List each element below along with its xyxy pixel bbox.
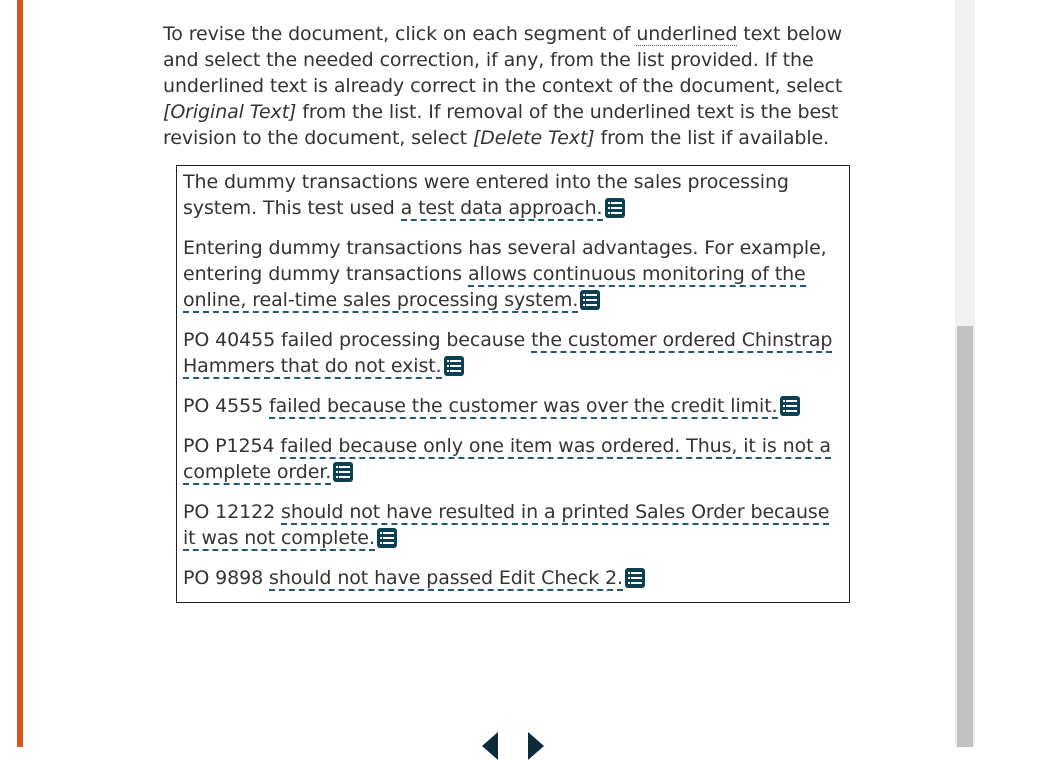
paragraph-text: PO P1254 (183, 435, 281, 457)
document-paragraph-1 (183, 169, 843, 221)
underlined-segment-3[interactable]: the customer ordered Chinstrap Hammers that do not exist. (183, 329, 833, 377)
document-paragraph-7 (183, 565, 843, 591)
instructions-part4: from the list if available. (594, 127, 830, 149)
document-paragraph-6 (183, 499, 843, 551)
previous-arrow-icon[interactable] (482, 732, 498, 760)
document-box (176, 165, 850, 603)
document-paragraph-5 (183, 433, 843, 485)
paragraph-text: PO 9898 (183, 567, 270, 589)
instructions-original-text: [Original Text] (163, 101, 297, 123)
underlined-segment-5[interactable]: failed because only one item was ordered. Thus, it is not a complete order. (183, 435, 831, 483)
underlined-segment-7[interactable]: should not have passed Edit Check 2. (269, 567, 623, 589)
list-dropdown-icon[interactable] (580, 290, 600, 310)
underlined-segment-1[interactable]: a test data approach. (400, 197, 603, 219)
list-dropdown-icon[interactable] (625, 568, 645, 588)
instructions-part1: To revise the document, click on each segment of (163, 23, 637, 45)
list-dropdown-icon[interactable] (377, 528, 397, 548)
instructions-delete-text: [Delete Text] (472, 127, 595, 149)
instructions-text (163, 21, 853, 151)
instructions-part3: from the list. If removal of the underlined text is the best revision to the document, select (163, 101, 839, 149)
document-paragraph-2 (183, 235, 843, 313)
instructions-underlined-word: underlined (636, 23, 738, 45)
next-arrow-icon[interactable] (528, 732, 544, 760)
scrollbar-thumb[interactable] (957, 326, 973, 747)
underlined-segment-4[interactable]: failed because the customer was over the credit limit. (269, 395, 778, 417)
paragraph-text: PO 40455 failed processing because (183, 329, 532, 351)
document-paragraph-3 (183, 327, 843, 379)
left-accent-bar (17, 0, 23, 747)
paragraph-text: Entering dummy transactions has several advantages. For example, entering dummy transactions (183, 237, 827, 285)
list-dropdown-icon[interactable] (444, 356, 464, 376)
paragraph-text: PO 12122 (183, 501, 282, 523)
instructions-part2: text below and select the needed correction, if any, from the list provided. If the underlined text is already correct in the context of the document, select (163, 23, 843, 97)
underlined-segment-2[interactable]: allows continuous monitoring of the online, real-time sales processing system. (183, 263, 806, 311)
paragraph-text: PO 4555 (183, 395, 270, 417)
list-dropdown-icon[interactable] (780, 396, 800, 416)
list-dropdown-icon[interactable] (605, 198, 625, 218)
document-paragraph-4 (183, 393, 843, 419)
paragraph-text: The dummy transactions were entered into the sales processing system. This test used (183, 171, 789, 219)
underlined-segment-6[interactable]: should not have resulted in a printed Sales Order because it was not complete. (183, 501, 830, 549)
navigation-arrows (482, 732, 546, 752)
list-dropdown-icon[interactable] (333, 462, 353, 482)
